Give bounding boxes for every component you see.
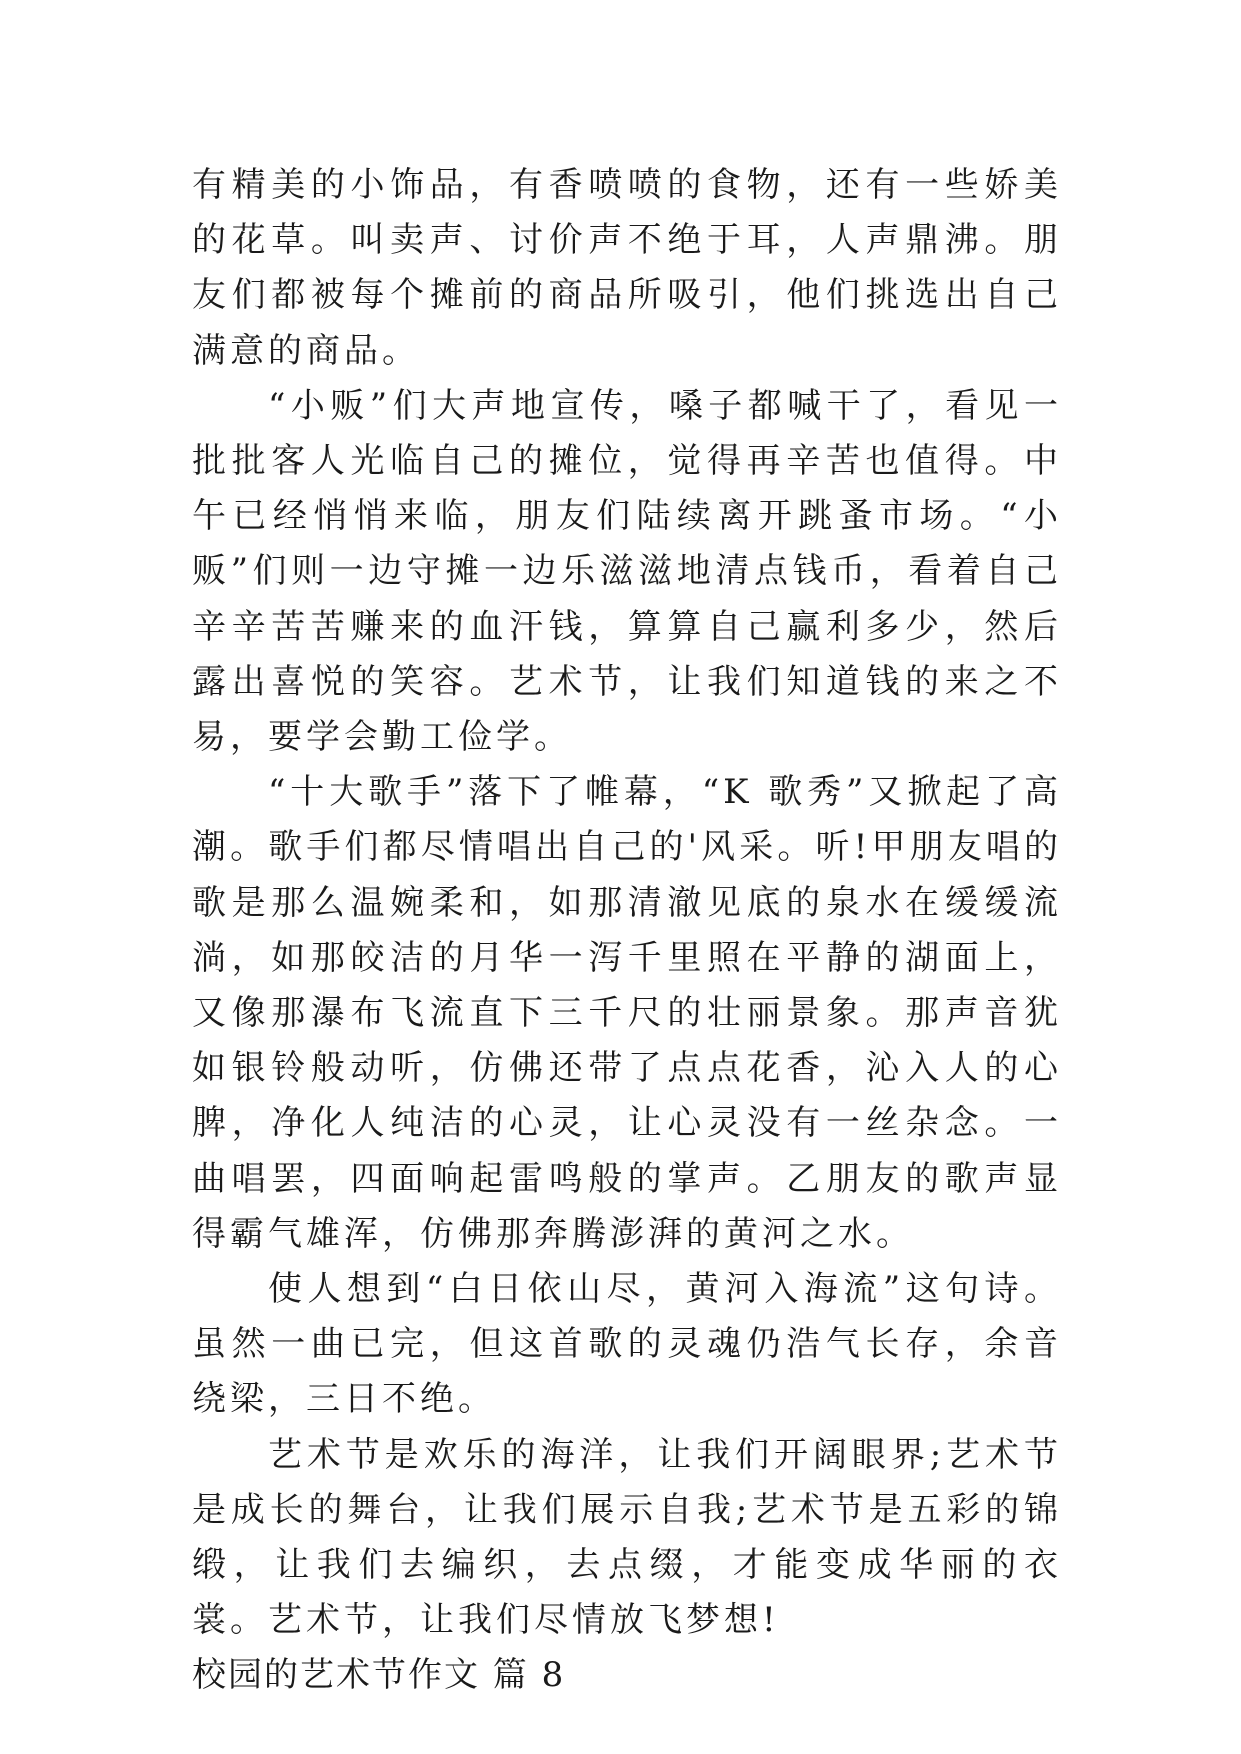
- paragraph-3: “十大歌手”落下了帷幕，“K 歌秀”又掀起了高潮。歌手们都尽情唱出自己的'风采。听!甲朋友唱的歌是那么温婉柔和，如那清澈见底的泉水在缓缓流淌，如那皎洁的月华一泻千里照在平静的湖面上，又像那瀑布飞流直下三千尺的壮丽景象。那声音犹如银铃般动听，仿佛还带了点点花香，沁入人的心脾，净化人纯洁的心灵，让心灵没有一丝杂念。一曲唱罢，四面响起雷鸣般的掌声。乙朋友的歌声显得霸气雄浑，仿佛那奔腾澎湃的黄河之水。: [192, 772, 1062, 1254]
- paragraph-5: 艺术节是欢乐的海洋，让我们开阔眼界;艺术节是成长的舞台，让我们展示自我;艺术节是五彩的锦缎，让我们去编织，去点缀，才能变成华丽的衣裳。艺术节，让我们尽情放飞梦想!: [192, 1434, 1062, 1641]
- paragraph-2: “小贩”们大声地宣传，嗓子都喊干了，看见一批批客人光临自己的摊位，觉得再辛苦也值得。中午已经悄悄来临，朋友们陆续离开跳蚤市场。“小贩”们则一边守摊一边乐滋滋地清点钱币，看着自己辛辛苦苦赚来的血汗钱，算算自己赢利多少，然后露出喜悦的笑容。艺术节，让我们知道钱的来之不易，要学会勤工俭学。: [192, 385, 1062, 758]
- paragraph-1: 有精美的小饰品，有香喷喷的食物，还有一些娇美的花草。叫卖声、讨价声不绝于耳，人声鼎沸。朋友们都被每个摊前的商品所吸引，他们挑选出自己满意的商品。: [192, 165, 1062, 371]
- section-heading: 校园的艺术节作文 篇 8: [192, 1655, 566, 1696]
- paragraph-4: 使人想到“白日依山尽，黄河入海流”这句诗。虽然一曲已完，但这首歌的灵魂仍浩气长存，余音绕梁，三日不绝。: [192, 1269, 1062, 1420]
- document-body: [192, 158, 1062, 1704]
